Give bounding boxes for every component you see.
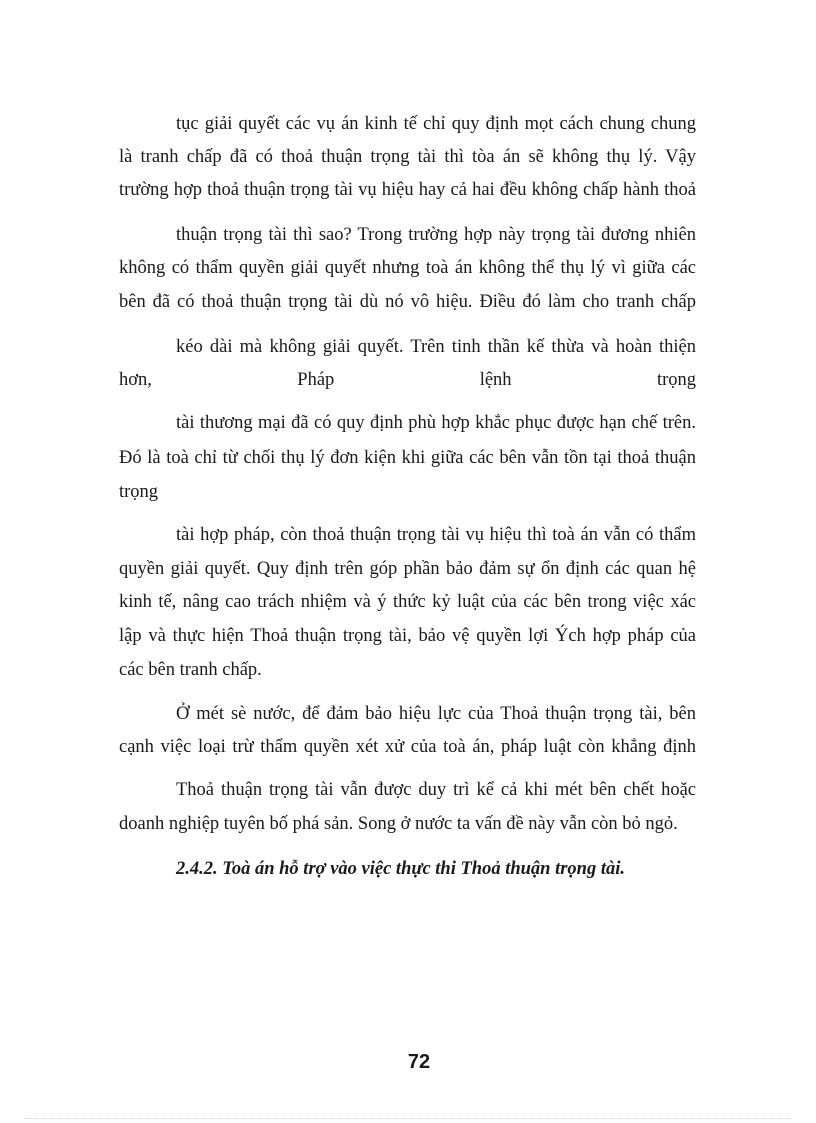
page-bottom-divider [24,1118,792,1119]
paragraph-line: không có thẩm quyền giải quyết nhưng toà án không thể thụ lý vì giữa các [119,258,696,278]
paragraph-line: trường hợp thoả thuận trọng tài vụ hiệu hay cả hai đều không chấp hành thoả [119,180,696,200]
paragraph-line: các bên tranh chấp. [119,660,262,680]
paragraph-line: doanh nghiệp tuyên bố phá sản. Song ở nước ta vấn đề này vẫn còn bỏ ngỏ. [119,814,678,834]
paragraph-line: quyền giải quyết. Quy định trên góp phần bảo đảm sự ổn định các quan hệ [119,559,696,579]
paragraph-line: trọng [119,482,159,502]
paragraph-line: bên đã có thoả thuận trọng tài dù nó vô hiệu. Điều đó làm cho tranh chấp [119,292,696,312]
paragraph-line: kinh tế, nâng cao trách nhiệm và ý thức kỷ luật của các bên trong việc xác [119,592,696,612]
paragraph-line: tục giải quyết các vụ án kinh tế chỉ quy định mọt cách chung chung [176,114,696,134]
paragraph-line: kéo dài mà không giải quyết. Trên tinh thần kế thừa và hoàn thiện [176,337,696,357]
paragraph-line: tài hợp pháp, còn thoả thuận trọng tài vụ hiệu thì toà án vẫn có thẩm [176,525,696,545]
paragraph-line: hơn, Pháp lệnh trọng [119,370,696,390]
paragraph-line: lập và thực hiện Thoả thuận trọng tài, bảo vệ quyền lợi Ých hợp pháp của [119,626,696,646]
paragraph-line: Đó là toà chỉ từ chối thụ lý đơn kiện khi giữa các bên vẫn tồn tại thoả thuận [119,448,696,468]
paragraph-line: Thoả thuận trọng tài vẫn được duy trì kể cả khi mét bên chết hoặc [176,780,696,800]
paragraph-line: Ở mét sè nước, để đảm bảo hiệu lực của Thoả thuận trọng tài, bên [176,704,696,724]
paragraph-line: cạnh việc loại trừ thẩm quyền xét xử của toà án, pháp luật còn khẳng định [119,737,696,757]
section-heading: 2.4.2. Toà án hỗ trợ vào việc thực thi Thoả thuận trọng tài. [176,859,625,879]
paragraph-line: tài thương mại đã có quy định phù hợp khắc phục được hạn chế trên. [176,413,696,433]
paragraph-line: là tranh chấp đã có thoả thuận trọng tài thì tòa án sẽ không thụ lý. Vậy [119,147,696,167]
paragraph-line: thuận trọng tài thì sao? Trong trường hợp này trọng tài đương nhiên [176,225,696,245]
page-number: 72 [407,1051,431,1073]
